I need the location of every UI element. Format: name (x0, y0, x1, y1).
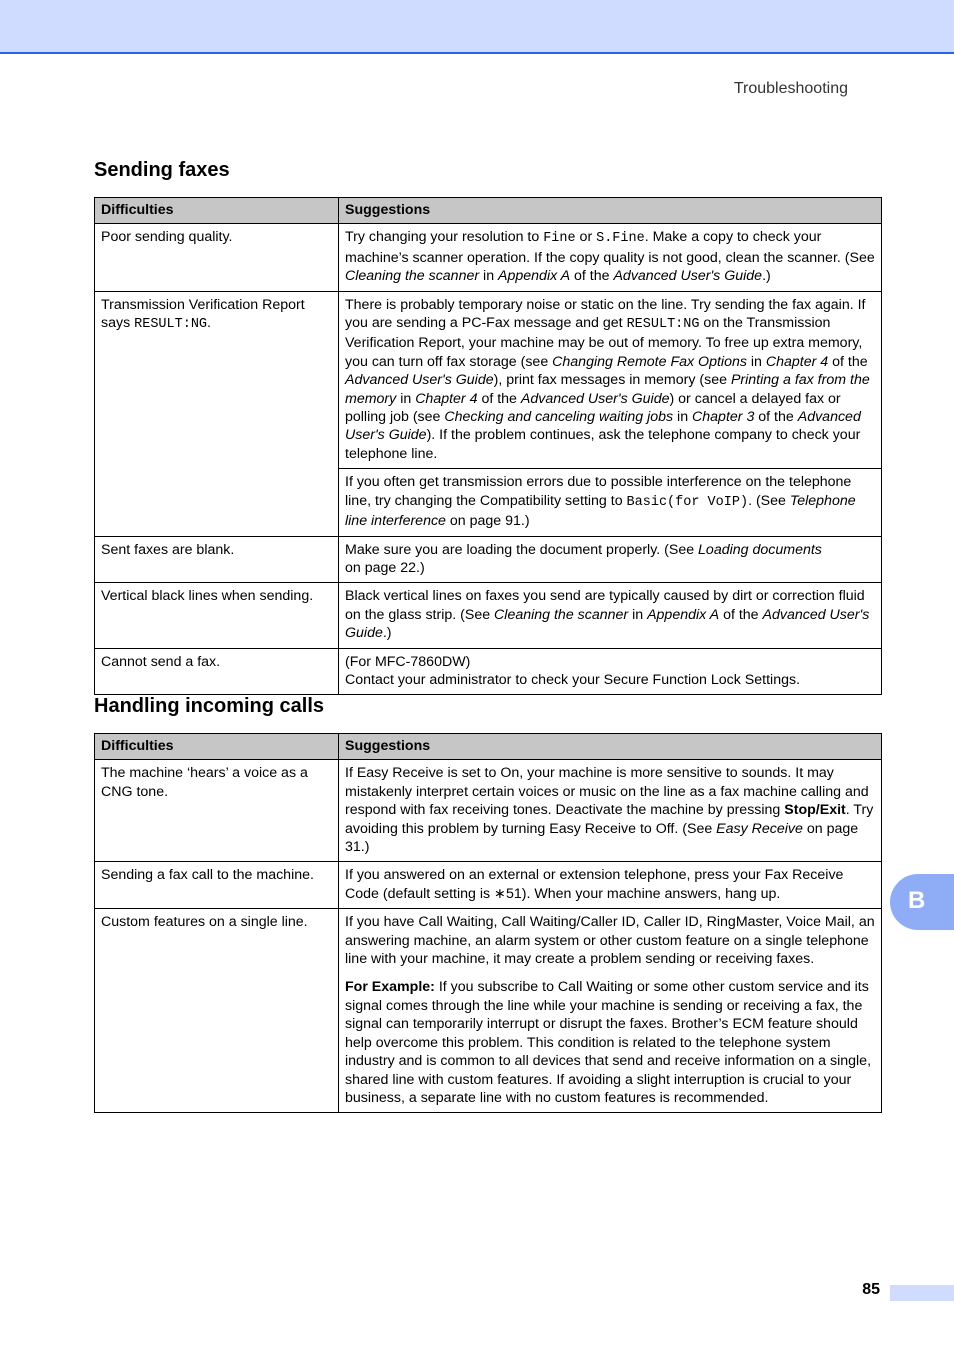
table-row (95, 760, 882, 862)
column-header-suggestions: Suggestions (339, 198, 882, 224)
difficulty-cell: The machine ‘hears’ a voice as a CNG tone. (95, 760, 339, 862)
table-row (95, 224, 882, 291)
table-row (95, 583, 882, 648)
table-row (95, 862, 882, 909)
table-row (95, 291, 882, 469)
suggestion-cell: Black vertical lines on faxes you send are typically caused by dirt or correction fluid on the glass strip. (See Cleaning the scanner in Appendix A of the Advanced User's Guide.) (339, 583, 882, 648)
suggestion-cell: Try changing your resolution to Fine or S.Fine. Make a copy to check your machine’s scanner operation. If the copy quality is not good, clean the scanner. (See Cleaning the scanner in Appendix A of the Advanced User's Guide.) (339, 224, 882, 291)
appendix-letter: B (908, 887, 926, 914)
suggestion-cell: If you often get transmission errors due to possible interference on the telephone line, try changing the Compatibility setting to Basic(for VoIP). (See Telephone line interference on page 91.) (339, 469, 882, 536)
suggestion-paragraph: If you have Call Waiting, Call Waiting/Caller ID, Caller ID, RingMaster, Voice Mail, an answering machine, an alarm system or other custom feature on a single telephone line with your machine, it may create a problem sending or receiving faxes. (345, 914, 875, 968)
table-row (95, 909, 882, 1113)
header-band (0, 0, 954, 54)
chapter-title: Troubleshooting (733, 80, 848, 97)
suggestion-cell: Make sure you are loading the document properly. (See Loading documents on page 22.) (339, 536, 882, 583)
sending-faxes-table (94, 197, 882, 695)
difficulty-cell: Vertical black lines when sending. (95, 583, 339, 648)
difficulty-cell: Cannot send a fax. (95, 648, 339, 695)
column-header-difficulties: Difficulties (95, 198, 339, 224)
difficulty-cell: Sending a fax call to the machine. (95, 862, 339, 909)
table-header-row (95, 734, 882, 760)
difficulty-cell: Transmission Verification Report says RESULT:NG. (95, 291, 339, 536)
appendix-b-tab (890, 874, 954, 930)
incoming-calls-table (94, 733, 882, 1113)
difficulty-cell: Custom features on a single line. (95, 909, 339, 1113)
difficulty-cell: Poor sending quality. (95, 224, 339, 291)
suggestion-cell: If Easy Receive is set to On, your machine is more sensitive to sounds. It may mistakenly interpret certain voices or music on the line as a fax machine calling and respond with fax receiving tones. Deactivate the machine by pressing Stop/Exit. Try avoiding this problem by turning Easy Receive to Off. (See Easy Receive on page 31.) (339, 760, 882, 862)
example-paragraph: For Example: If you subscribe to Call Waiting or some other custom service and its signal comes through the line while your machine is sending or receiving a fax, the signal can temporarily interrupt or disrupt the faxes. Brother’s ECM feature should help overcome this problem. This condition is related to the telephone system industry and is common to all devices that send and receive information on a single, shared line with custom features. If avoiding a slight interruption is crucial to your business, a separate line with no custom features is recommended. (345, 979, 872, 1106)
difficulty-cell: Sent faxes are blank. (95, 536, 339, 583)
section-title-incoming-calls: Handling incoming calls (94, 695, 325, 717)
suggestion-cell: If you answered on an external or extension telephone, press your Fax Receive Code (default setting is ∗51). When your machine answers, hang up. (339, 862, 882, 909)
suggestion-cell: There is probably temporary noise or static on the line. Try sending the fax again. If you are sending a PC-Fax message and get RESULT:NG on the Transmission Verification Report, your machine may be out of memory. To free up extra memory, you can turn off fax storage (see Changing Remote Fax Options in Chapter 4 of the Advanced User's Guide), print fax messages in memory (see Printing a fax from the memory in Chapter 4 of the Advanced User's Guide) or cancel a delayed fax or polling job (see Checking and canceling waiting jobs in Chapter 3 of the Advanced User's Guide). If the problem continues, ask the telephone company to check your telephone line. (339, 291, 882, 469)
table-row (95, 648, 882, 695)
suggestion-cell (339, 909, 882, 1113)
section-title-sending-faxes: Sending faxes (94, 159, 230, 181)
table-header-row (95, 198, 882, 224)
table-row (95, 536, 882, 583)
column-header-suggestions: Suggestions (339, 734, 882, 760)
page-number: 85 (862, 1281, 880, 1298)
column-header-difficulties: Difficulties (95, 734, 339, 760)
page-number-bar (890, 1285, 954, 1301)
suggestion-cell: (For MFC-7860DW) Contact your administrator to check your Secure Function Lock Settings. (339, 648, 882, 695)
